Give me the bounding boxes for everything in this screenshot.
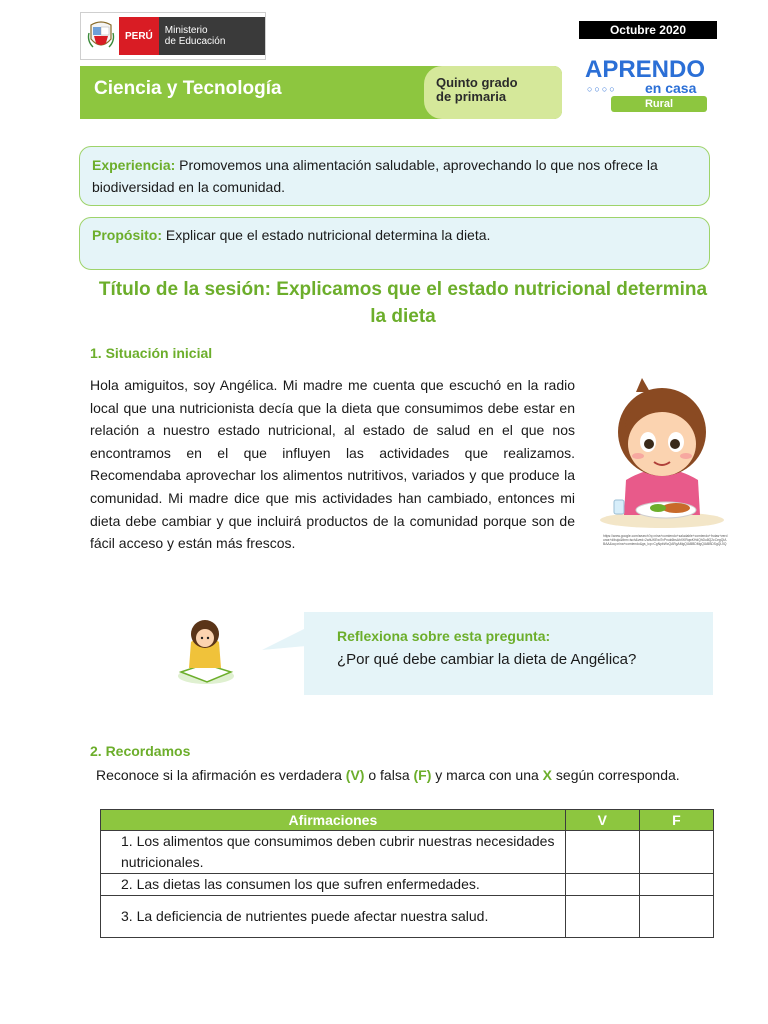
f-mark: (F)	[413, 767, 432, 783]
v-checkbox-1[interactable]	[565, 831, 639, 874]
logo-aprendo-text: APRENDO	[585, 56, 706, 83]
reflexion-heading: Reflexiona sobre esta pregunta:	[337, 628, 551, 644]
proposito-box	[79, 217, 710, 270]
girl-eating-illustration	[596, 370, 728, 530]
table-row	[101, 896, 714, 938]
afirmacion-3: 3. La deficiencia de nutrientes puede afectar nuestra salud.	[101, 896, 566, 938]
instructions-part-3: y marca con una	[431, 767, 543, 783]
afirmaciones-table	[100, 809, 714, 938]
section-1-heading: 1. Situación inicial	[90, 345, 213, 361]
f-checkbox-1[interactable]	[639, 831, 713, 874]
experiencia-box	[79, 146, 710, 206]
peru-label: PERÚ	[119, 17, 159, 55]
speech-bubble-tail	[262, 628, 306, 652]
reflexion-question: ¿Por qué debe cambiar la dieta de Angélica?	[337, 651, 637, 668]
image-source-url: https://www.google.com/search?q=nina+comiendo+saludable+comiendo+frutas+verduras+dibujo&tbm=isch&ved=2ahUKEwi7vPnuk6bsAhXKRqwKHdQhDu8Q2cCegQIABAA&oq=nina+comiendo&gs_lcp=CgNpbWcQARgAMgQIABBDMgQIABBDSgQIJIQ	[603, 534, 728, 546]
session-title: Título de la sesión: Explicamos que el estado nutricional determina la dieta	[98, 279, 708, 327]
ministry-line-2: de Educación	[164, 36, 226, 47]
logo-rural-badge: Rural	[611, 96, 707, 112]
v-checkbox-2[interactable]	[565, 874, 639, 896]
header-afirmaciones: Afirmaciones	[101, 810, 566, 831]
table-row	[101, 874, 714, 896]
situacion-paragraph: Hola amiguitos, soy Angélica. Mi madre me cuenta que escuchó en la radio local que una nutricionista decía que la dieta que consumimos debe estar en relación a nuestro estado nutricional, al estado de salud en el que nos encontramos en el que influyen las actividades que realizamos. Recomendaba aprovechar los alimentos nutritivos, variados y que produce la comunidad. Mi madre dice que mis actividades han cambiado, entonces mi dieta debe cambiar y que incluirá productos de la comunidad porque son de fácil acceso y están más frescos.	[90, 377, 575, 552]
ministry-name	[159, 17, 265, 55]
section-2-heading: 2. Recordamos	[90, 743, 191, 759]
proposito-label: Propósito:	[92, 227, 162, 243]
header-v: V	[565, 810, 639, 831]
grade-label	[436, 76, 518, 104]
proposito-content	[80, 218, 709, 246]
f-checkbox-2[interactable]	[639, 874, 713, 896]
experiencia-content	[80, 147, 709, 198]
x-mark: X	[542, 767, 553, 783]
v-mark: (V)	[345, 767, 365, 783]
instructions-part-1: Reconoce si la afirmación es verdadera	[96, 767, 346, 783]
f-checkbox-3[interactable]	[639, 896, 713, 938]
table-header-row	[101, 810, 714, 831]
aprendo-en-casa-logo	[585, 56, 711, 116]
table-row	[101, 831, 714, 874]
girl-reading-illustration	[175, 612, 237, 686]
logo-dots-icon: ○○○○	[587, 84, 617, 94]
ministry-logo	[80, 12, 266, 60]
afirmacion-2: 2. Las dietas las consumen los que sufren enfermedades.	[101, 874, 566, 896]
experiencia-text: Promovemos una alimentación saludable, aprovechando lo que nos ofrece la biodiversidad en la comunidad.	[92, 157, 658, 195]
ministry-line-1: Ministerio	[164, 25, 208, 36]
date-badge: Octubre 2020	[579, 21, 717, 39]
grade-line-1: Quinto grado	[436, 75, 518, 90]
subject-title: Ciencia y Tecnología	[94, 78, 282, 99]
instructions-part-4: según corresponda.	[552, 767, 680, 783]
experiencia-label: Experiencia:	[92, 157, 176, 173]
recordamos-instructions	[96, 764, 713, 786]
v-checkbox-3[interactable]	[565, 896, 639, 938]
header-f: F	[639, 810, 713, 831]
logo-en-casa-text: en casa	[645, 80, 697, 96]
proposito-text: Explicar que el estado nutricional determina la dieta.	[165, 227, 491, 243]
peru-coat-of-arms-icon	[85, 17, 117, 55]
grade-line-2: de primaria	[436, 89, 507, 104]
instructions-part-2: o falsa	[364, 767, 414, 783]
afirmacion-1: 1. Los alimentos que consumimos deben cubrir nuestras necesidades nutricionales.	[101, 831, 566, 874]
